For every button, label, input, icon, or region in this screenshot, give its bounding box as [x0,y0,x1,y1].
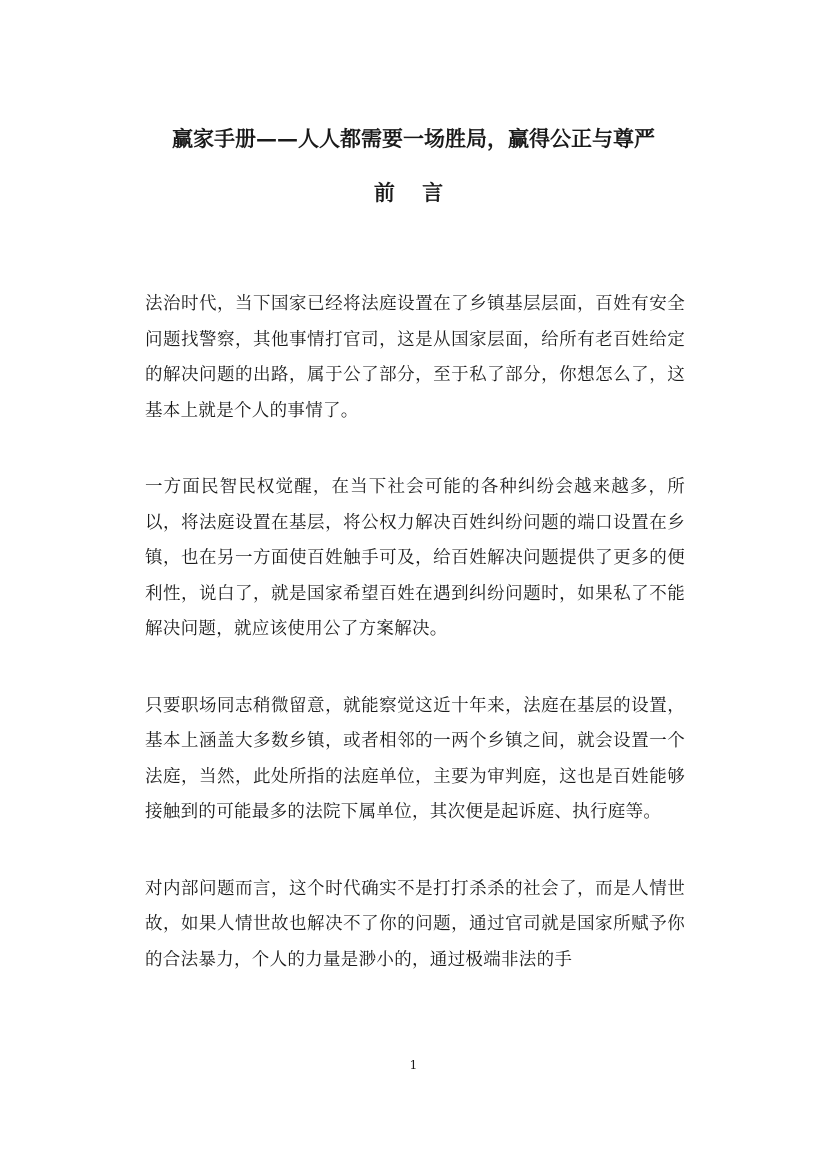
paragraph-1: 法治时代，当下国家已经将法庭设置在了乡镇基层层面，百姓有安全问题找警察，其他事情打官司，这是从国家层面，给所有老百姓给定的解决问题的出路，属于公了部分，至于私了部分，你想怎么了，这基本上就是个人的事情了。 [145,294,685,421]
document-body [145,287,685,1019]
paragraph-4: 对内部问题而言，这个时代确实不是打打杀杀的社会了，而是人情世故，如果人情世故也解决不了你的问题，通过官司就是国家所赋予你的合法暴力，个人的力量是渺小的，通过极端非法的手 [145,878,685,970]
preface-heading: 前 言 [373,180,454,205]
paragraph-2: 一方面民智民权觉醒，在当下社会可能的各种纠纷会越来越多，所以，将法庭设置在基层，将公权力解决百姓纠纷问题的端口设置在乡镇，也在另一方面使百姓触手可及，给百姓解决问题提供了更多的便利性，说白了，就是国家希望百姓在遇到纠纷问题时，如果私了不能解决问题，就应该使用公了方案解决。 [145,477,685,639]
document-title: 赢家手册——人人都需要一场胜局，赢得公正与尊严 [172,126,655,151]
page-number: 1 [409,1058,418,1072]
paragraph-3: 只要职场同志稍微留意，就能察觉这近十年来，法庭在基层的设置，基本上涵盖大多数乡镇，或者相邻的一两个乡镇之间，就会设置一个法庭，当然，此处所指的法庭单位，主要为审判庭，这也是百姓能够接触到的可能最多的法院下属单位，其次便是起诉庭、执行庭等。 [145,695,685,822]
